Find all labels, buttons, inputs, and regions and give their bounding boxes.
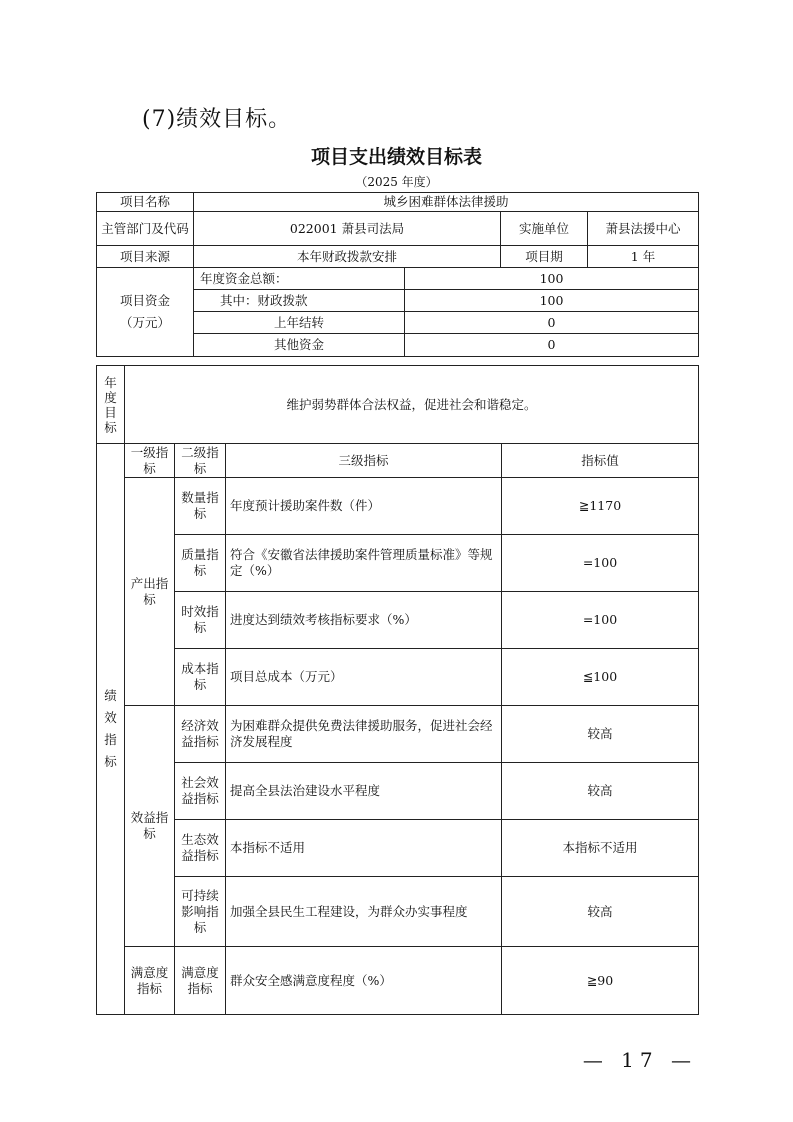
- benefit-indicator-label: 效益指标: [125, 706, 175, 947]
- period-value: 1 年: [588, 246, 699, 268]
- value-cell: ≦100: [502, 649, 699, 706]
- dept-label: 主管部门及代码: [97, 212, 194, 246]
- source-value: 本年财政拨款安排: [194, 246, 501, 268]
- table-row: [97, 706, 699, 763]
- source-label: 项目来源: [97, 246, 194, 268]
- level2-cell: 社会效益指标: [175, 763, 226, 820]
- project-name-value: 城乡困难群体法律援助: [194, 193, 699, 212]
- funds-other-label: 其他资金: [194, 334, 405, 357]
- funds-fiscal-value: 100: [405, 290, 699, 312]
- funds-total-value: 100: [405, 268, 699, 290]
- table-row: [97, 877, 699, 947]
- header-value: 指标值: [502, 444, 699, 478]
- satisfaction-indicator-label: 满意度指标: [125, 947, 175, 1015]
- table-row: [97, 947, 699, 1015]
- table-row: [97, 246, 699, 268]
- level2-cell: 经济效益指标: [175, 706, 226, 763]
- annual-goal-text: 维护弱势群体合法权益，促进社会和谐稳定。: [125, 366, 699, 444]
- impl-value: 萧县法援中心: [588, 212, 699, 246]
- project-name-label: 项目名称: [97, 193, 194, 212]
- output-indicator-label: 产出指标: [125, 478, 175, 706]
- header-level3: 三级指标: [226, 444, 502, 478]
- funds-label: 项目资金（万元）: [97, 268, 194, 357]
- value-cell: 较高: [502, 877, 699, 947]
- table-row: [97, 478, 699, 535]
- value-cell: ≧90: [502, 947, 699, 1015]
- value-cell: =100: [502, 535, 699, 592]
- section-heading: (7)绩效目标。: [142, 107, 292, 132]
- performance-indicator-label: 绩效指标: [97, 444, 125, 1015]
- value-cell: 本指标不适用: [502, 820, 699, 877]
- value-cell: =100: [502, 592, 699, 649]
- funds-carryover-value: 0: [405, 312, 699, 334]
- funds-carryover-label: 上年结转: [194, 312, 405, 334]
- table-row: [97, 193, 699, 212]
- funds-fiscal-label: 其中：财政拨款: [194, 290, 405, 312]
- value-cell: ≧1170: [502, 478, 699, 535]
- funds-other-value: 0: [405, 334, 699, 357]
- performance-indicator-table: [96, 365, 699, 1015]
- level3-cell: 年度预计援助案件数（件）: [226, 478, 502, 535]
- level2-cell: 生态效益指标: [175, 820, 226, 877]
- header-level1: 一级指标: [125, 444, 175, 478]
- level3-cell: 加强全县民生工程建设，为群众办实事程度: [226, 877, 502, 947]
- table-row: [97, 592, 699, 649]
- dept-value: 022001 萧县司法局: [194, 212, 501, 246]
- table-year: （2025 年度）: [355, 175, 438, 189]
- funds-total-label: 年度资金总额：: [194, 268, 405, 290]
- impl-label: 实施单位: [501, 212, 588, 246]
- level3-cell: 进度达到绩效考核指标要求（%）: [226, 592, 502, 649]
- table-row: [97, 268, 699, 290]
- page-number: — 17 —: [582, 1048, 697, 1072]
- level3-cell: 符合《安徽省法律援助案件管理质量标准》等规定（%）: [226, 535, 502, 592]
- table-row: [97, 212, 699, 246]
- header-level2: 二级指标: [175, 444, 226, 478]
- annual-goal-row: [97, 366, 699, 444]
- level3-cell: 为困难群众提供免费法律援助服务，促进社会经济发展程度: [226, 706, 502, 763]
- level2-cell: 成本指标: [175, 649, 226, 706]
- project-info-table: [96, 192, 699, 357]
- level2-cell: 满意度指标: [175, 947, 226, 1015]
- period-label: 项目期: [501, 246, 588, 268]
- level2-cell: 质量指标: [175, 535, 226, 592]
- annual-goal-label: 年度目标: [97, 366, 125, 444]
- table-row: [97, 820, 699, 877]
- value-cell: 较高: [502, 763, 699, 820]
- table-title: 项目支出绩效目标表: [310, 146, 482, 168]
- table-row: [97, 649, 699, 706]
- level2-cell: 可持续影响指标: [175, 877, 226, 947]
- level3-cell: 本指标不适用: [226, 820, 502, 877]
- level3-cell: 群众安全感满意度程度（%）: [226, 947, 502, 1015]
- value-cell: 较高: [502, 706, 699, 763]
- table-row: [97, 535, 699, 592]
- level3-cell: 提高全县法治建设水平程度: [226, 763, 502, 820]
- level2-cell: 数量指标: [175, 478, 226, 535]
- level2-cell: 时效指标: [175, 592, 226, 649]
- indicator-header-row: [97, 444, 699, 478]
- level3-cell: 项目总成本（万元）: [226, 649, 502, 706]
- table-row: [97, 763, 699, 820]
